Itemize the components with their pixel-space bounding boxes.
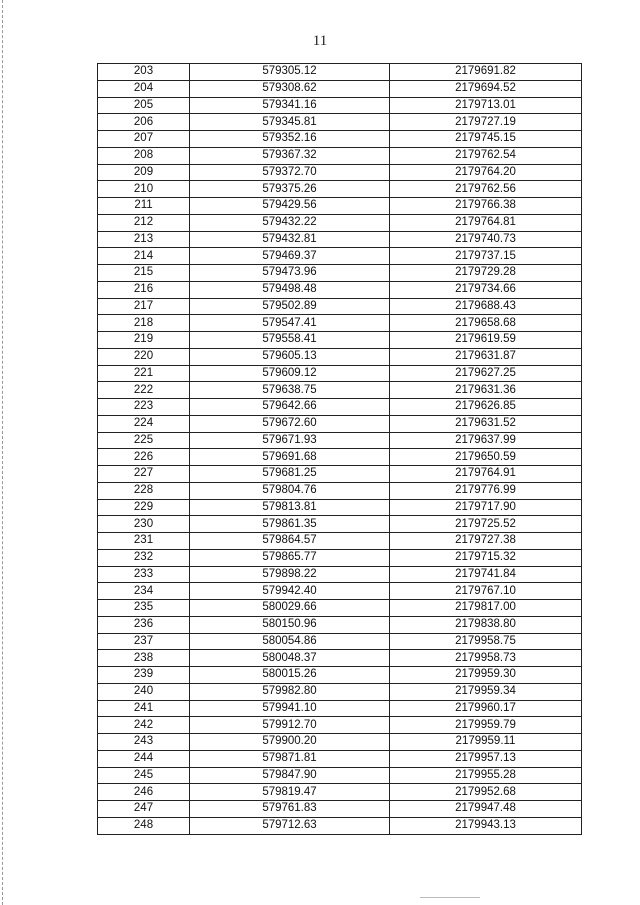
y-coordinate-cell: 2179766.38 — [390, 198, 582, 215]
point-number-cell: 233 — [98, 566, 190, 583]
point-number-cell: 234 — [98, 583, 190, 600]
x-coordinate-cell: 580054.86 — [190, 633, 390, 650]
y-coordinate-cell: 2179729.28 — [390, 265, 582, 282]
point-number-cell: 229 — [98, 499, 190, 516]
point-number-cell: 245 — [98, 767, 190, 784]
x-coordinate-cell: 579681.25 — [190, 466, 390, 483]
y-coordinate-cell: 2179762.56 — [390, 181, 582, 198]
point-number-cell: 235 — [98, 600, 190, 617]
x-coordinate-cell: 579982.80 — [190, 683, 390, 700]
y-coordinate-cell: 2179626.85 — [390, 399, 582, 416]
x-coordinate-cell: 579308.62 — [190, 80, 390, 97]
table-row — [98, 365, 582, 382]
point-number-cell: 238 — [98, 650, 190, 667]
point-number-cell: 232 — [98, 549, 190, 566]
table-row — [98, 817, 582, 834]
table-row — [98, 717, 582, 734]
table-row — [98, 801, 582, 818]
table-row — [98, 214, 582, 231]
table-row — [98, 147, 582, 164]
y-coordinate-cell: 2179725.52 — [390, 516, 582, 533]
table-row — [98, 80, 582, 97]
x-coordinate-cell: 579642.66 — [190, 399, 390, 416]
point-number-cell: 221 — [98, 365, 190, 382]
point-number-cell: 231 — [98, 533, 190, 550]
y-coordinate-cell: 2179767.10 — [390, 583, 582, 600]
y-coordinate-cell: 2179717.90 — [390, 499, 582, 516]
point-number-cell: 203 — [98, 64, 190, 81]
x-coordinate-cell: 579941.10 — [190, 700, 390, 717]
point-number-cell: 236 — [98, 616, 190, 633]
x-coordinate-cell: 579900.20 — [190, 734, 390, 751]
table-row — [98, 499, 582, 516]
table-row — [98, 633, 582, 650]
table-row — [98, 549, 582, 566]
y-coordinate-cell: 2179958.73 — [390, 650, 582, 667]
table-row — [98, 583, 582, 600]
y-coordinate-cell: 2179958.75 — [390, 633, 582, 650]
y-coordinate-cell: 2179959.11 — [390, 734, 582, 751]
point-number-cell: 228 — [98, 482, 190, 499]
table-row — [98, 64, 582, 81]
table-row — [98, 114, 582, 131]
table-row — [98, 181, 582, 198]
point-number-cell: 242 — [98, 717, 190, 734]
point-number-cell: 237 — [98, 633, 190, 650]
point-number-cell: 218 — [98, 315, 190, 332]
table-row — [98, 616, 582, 633]
y-coordinate-cell: 2179776.99 — [390, 482, 582, 499]
point-number-cell: 220 — [98, 348, 190, 365]
point-number-cell: 215 — [98, 265, 190, 282]
table-row — [98, 231, 582, 248]
y-coordinate-cell: 2179650.59 — [390, 449, 582, 466]
x-coordinate-cell: 579352.16 — [190, 131, 390, 148]
y-coordinate-cell: 2179959.30 — [390, 667, 582, 684]
y-coordinate-cell: 2179960.17 — [390, 700, 582, 717]
x-coordinate-cell: 579847.90 — [190, 767, 390, 784]
x-coordinate-cell: 579469.37 — [190, 248, 390, 265]
point-number-cell: 226 — [98, 449, 190, 466]
x-coordinate-cell: 579865.77 — [190, 549, 390, 566]
x-coordinate-cell: 579367.32 — [190, 147, 390, 164]
x-coordinate-cell: 579898.22 — [190, 566, 390, 583]
point-number-cell: 205 — [98, 97, 190, 114]
y-coordinate-cell: 2179741.84 — [390, 566, 582, 583]
y-coordinate-cell: 2179764.20 — [390, 164, 582, 181]
x-coordinate-cell: 579345.81 — [190, 114, 390, 131]
table-row — [98, 298, 582, 315]
table-row — [98, 348, 582, 365]
table-row — [98, 734, 582, 751]
x-coordinate-cell: 579498.48 — [190, 281, 390, 298]
point-number-cell: 248 — [98, 817, 190, 834]
x-coordinate-cell: 580150.96 — [190, 616, 390, 633]
point-number-cell: 211 — [98, 198, 190, 215]
table-row — [98, 700, 582, 717]
y-coordinate-cell: 2179737.15 — [390, 248, 582, 265]
table-row — [98, 248, 582, 265]
x-coordinate-cell: 579547.41 — [190, 315, 390, 332]
x-coordinate-cell: 579871.81 — [190, 750, 390, 767]
x-coordinate-cell: 579372.70 — [190, 164, 390, 181]
point-number-cell: 239 — [98, 667, 190, 684]
table-row — [98, 650, 582, 667]
x-coordinate-cell: 579671.93 — [190, 432, 390, 449]
point-number-cell: 223 — [98, 399, 190, 416]
point-number-cell: 210 — [98, 181, 190, 198]
x-coordinate-cell: 579864.57 — [190, 533, 390, 550]
x-coordinate-cell: 579691.68 — [190, 449, 390, 466]
x-coordinate-cell: 579432.81 — [190, 231, 390, 248]
point-number-cell: 204 — [98, 80, 190, 97]
point-number-cell: 217 — [98, 298, 190, 315]
y-coordinate-cell: 2179658.68 — [390, 315, 582, 332]
y-coordinate-cell: 2179734.66 — [390, 281, 582, 298]
y-coordinate-cell: 2179727.38 — [390, 533, 582, 550]
x-coordinate-cell: 579942.40 — [190, 583, 390, 600]
table-row — [98, 533, 582, 550]
y-coordinate-cell: 2179952.68 — [390, 784, 582, 801]
y-coordinate-cell: 2179631.52 — [390, 415, 582, 432]
y-coordinate-cell: 2179764.91 — [390, 466, 582, 483]
point-number-cell: 244 — [98, 750, 190, 767]
coordinate-table — [97, 63, 582, 835]
point-number-cell: 246 — [98, 784, 190, 801]
y-coordinate-cell: 2179762.54 — [390, 147, 582, 164]
y-coordinate-cell: 2179627.25 — [390, 365, 582, 382]
x-coordinate-cell: 579804.76 — [190, 482, 390, 499]
x-coordinate-cell: 579672.60 — [190, 415, 390, 432]
point-number-cell: 243 — [98, 734, 190, 751]
left-edge-mark — [2, 0, 4, 905]
y-coordinate-cell: 2179691.82 — [390, 64, 582, 81]
table-row — [98, 482, 582, 499]
y-coordinate-cell: 2179637.99 — [390, 432, 582, 449]
x-coordinate-cell: 579912.70 — [190, 717, 390, 734]
table-row — [98, 332, 582, 349]
y-coordinate-cell: 2179955.28 — [390, 767, 582, 784]
y-coordinate-cell: 2179713.01 — [390, 97, 582, 114]
x-coordinate-cell: 579712.63 — [190, 817, 390, 834]
table-row — [98, 600, 582, 617]
point-number-cell: 247 — [98, 801, 190, 818]
x-coordinate-cell: 579473.96 — [190, 265, 390, 282]
y-coordinate-cell: 2179957.13 — [390, 750, 582, 767]
x-coordinate-cell: 579429.56 — [190, 198, 390, 215]
point-number-cell: 230 — [98, 516, 190, 533]
point-number-cell: 240 — [98, 683, 190, 700]
y-coordinate-cell: 2179838.80 — [390, 616, 582, 633]
table-row — [98, 97, 582, 114]
table-row — [98, 516, 582, 533]
point-number-cell: 219 — [98, 332, 190, 349]
y-coordinate-cell: 2179619.59 — [390, 332, 582, 349]
x-coordinate-cell: 579609.12 — [190, 365, 390, 382]
y-coordinate-cell: 2179694.52 — [390, 80, 582, 97]
x-coordinate-cell: 579432.22 — [190, 214, 390, 231]
x-coordinate-cell: 579638.75 — [190, 382, 390, 399]
x-coordinate-cell: 580029.66 — [190, 600, 390, 617]
y-coordinate-cell: 2179764.81 — [390, 214, 582, 231]
point-number-cell: 207 — [98, 131, 190, 148]
table-row — [98, 198, 582, 215]
x-coordinate-cell: 579375.26 — [190, 181, 390, 198]
point-number-cell: 225 — [98, 432, 190, 449]
x-coordinate-cell: 579305.12 — [190, 64, 390, 81]
point-number-cell: 227 — [98, 466, 190, 483]
x-coordinate-cell: 580048.37 — [190, 650, 390, 667]
y-coordinate-cell: 2179631.36 — [390, 382, 582, 399]
table-row — [98, 566, 582, 583]
y-coordinate-cell: 2179943.13 — [390, 817, 582, 834]
point-number-cell: 212 — [98, 214, 190, 231]
table-row — [98, 767, 582, 784]
page-number: 11 — [312, 33, 328, 49]
table-row — [98, 265, 582, 282]
table-row — [98, 399, 582, 416]
table-row — [98, 449, 582, 466]
table-row — [98, 281, 582, 298]
y-coordinate-cell: 2179745.15 — [390, 131, 582, 148]
table-row — [98, 164, 582, 181]
y-coordinate-cell: 2179631.87 — [390, 348, 582, 365]
table-row — [98, 382, 582, 399]
table-row — [98, 683, 582, 700]
y-coordinate-cell: 2179817.00 — [390, 600, 582, 617]
y-coordinate-cell: 2179727.19 — [390, 114, 582, 131]
point-number-cell: 224 — [98, 415, 190, 432]
table-row — [98, 131, 582, 148]
y-coordinate-cell: 2179740.73 — [390, 231, 582, 248]
table-row — [98, 667, 582, 684]
coordinate-table-body — [98, 64, 582, 835]
point-number-cell: 209 — [98, 164, 190, 181]
y-coordinate-cell: 2179947.48 — [390, 801, 582, 818]
x-coordinate-cell: 579558.41 — [190, 332, 390, 349]
table-row — [98, 784, 582, 801]
x-coordinate-cell: 579861.35 — [190, 516, 390, 533]
x-coordinate-cell: 580015.26 — [190, 667, 390, 684]
x-coordinate-cell: 579605.13 — [190, 348, 390, 365]
table-row — [98, 466, 582, 483]
point-number-cell: 214 — [98, 248, 190, 265]
point-number-cell: 208 — [98, 147, 190, 164]
table-row — [98, 750, 582, 767]
bottom-edge-mark — [420, 897, 480, 898]
point-number-cell: 216 — [98, 281, 190, 298]
point-number-cell: 206 — [98, 114, 190, 131]
x-coordinate-cell: 579502.89 — [190, 298, 390, 315]
table-row — [98, 315, 582, 332]
table-row — [98, 415, 582, 432]
x-coordinate-cell: 579761.83 — [190, 801, 390, 818]
table-row — [98, 432, 582, 449]
y-coordinate-cell: 2179959.79 — [390, 717, 582, 734]
y-coordinate-cell: 2179715.32 — [390, 549, 582, 566]
x-coordinate-cell: 579819.47 — [190, 784, 390, 801]
y-coordinate-cell: 2179959.34 — [390, 683, 582, 700]
x-coordinate-cell: 579813.81 — [190, 499, 390, 516]
x-coordinate-cell: 579341.16 — [190, 97, 390, 114]
point-number-cell: 241 — [98, 700, 190, 717]
y-coordinate-cell: 2179688.43 — [390, 298, 582, 315]
point-number-cell: 213 — [98, 231, 190, 248]
point-number-cell: 222 — [98, 382, 190, 399]
